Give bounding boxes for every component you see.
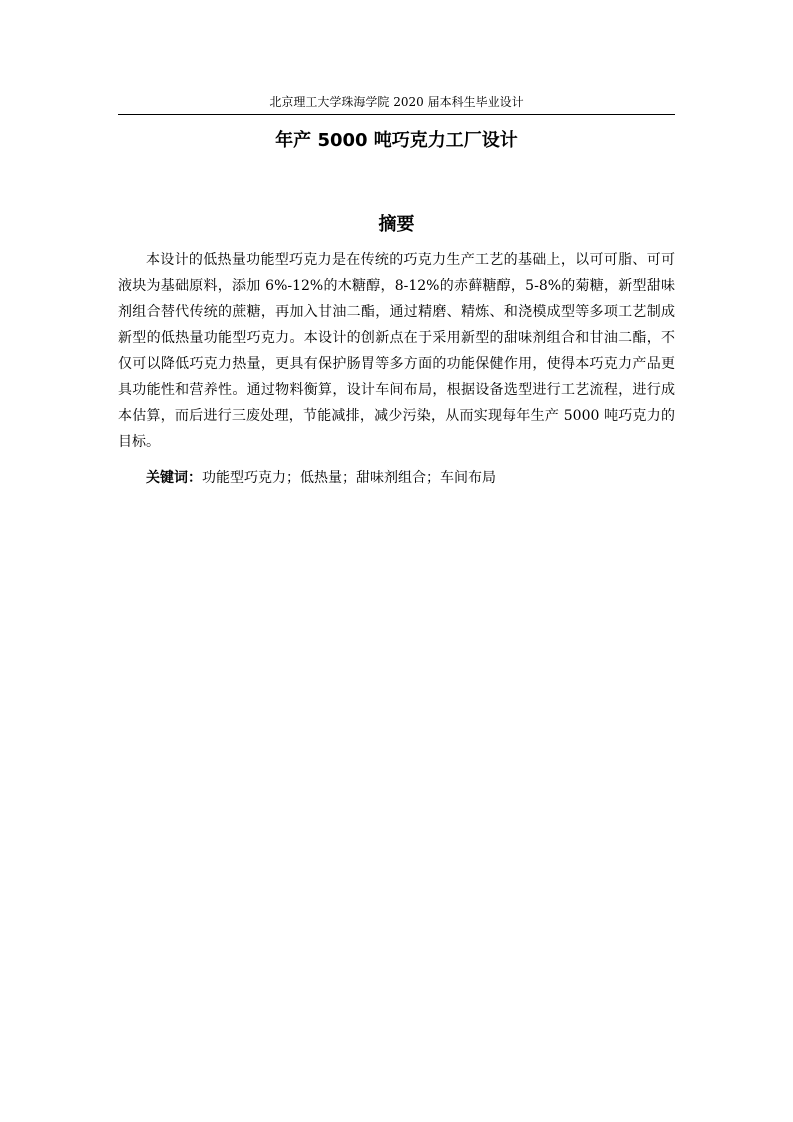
keywords-line: [118, 465, 675, 491]
keywords-label: 关键词：: [146, 470, 202, 486]
abstract-paragraph: 本设计的低热量功能型巧克力是在传统的巧克力生产工艺的基础上，以可可脂、可可液块为基础原料，添加 6%-12%的木糖醇，8-12%的赤藓糖醇，5-8%的菊糖，新型甜味剂组合替代传统的蔗糖，再加入甘油二酯，通过精磨、精炼、和浇模成型等多项工艺制成新型的低热量功能型巧克力。本设计的创新点在于采用新型的甜味剂组合和甘油二酯，不仅可以降低巧克力热量，更具有保护肠胃等多方面的功能保健作用，使得本巧克力产品更具功能性和营养性。通过物料衡算，设计车间布局，根据设备选型进行工艺流程，进行成本估算，而后进行三废处理，节能减排，减少污染，从而实现每年生产 5000 吨巧克力的目标。: [118, 252, 675, 450]
document-title: 年产 5000 吨巧克力工厂设计: [275, 130, 518, 151]
header-divider: [118, 114, 675, 115]
abstract-heading: 摘要: [378, 214, 415, 235]
abstract-body: [118, 247, 675, 455]
keywords-text: 功能型巧克力；低热量；甜味剂组合；车间布局: [202, 470, 496, 486]
running-header: 北京理工大学珠海学院 2020 届本科生毕业设计: [269, 95, 524, 109]
